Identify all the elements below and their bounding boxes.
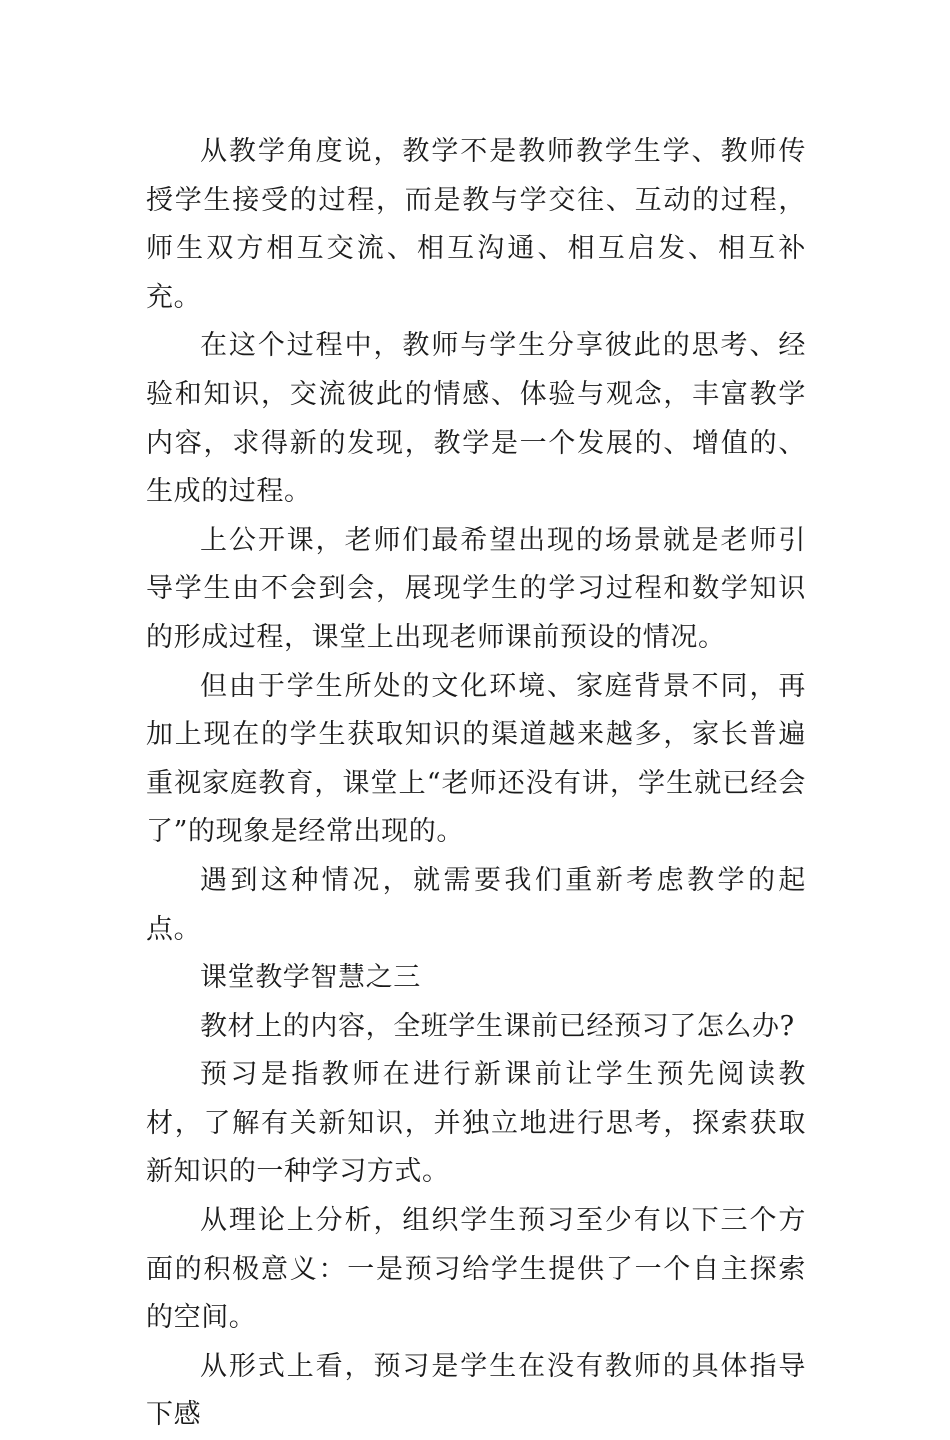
paragraph-question: 教材上的内容，全班学生课前已经预习了怎么办? <box>200 1010 795 1042</box>
paragraph-4: 但由于学生所处的文化环境、家庭背景不同，再加上现在的学生获取知识的渠道越来越多，家长普遍重视家庭教育，课堂上“老师还没有讲，学生就已经会了”的现象是经常出现的。 <box>146 670 806 848</box>
paragraph-2: 在这个过程中，教师与学生分享彼此的思考、经验和知识，交流彼此的情感、体验与观念，丰富教学内容，求得新的发现，教学是一个发展的、增值的、生成的过程。 <box>146 330 806 508</box>
paragraph-5: 遇到这种情况，就需要我们重新考虑教学的起点。 <box>146 864 806 945</box>
document-body <box>146 128 806 1440</box>
paragraph-1: 从教学角度说，教学不是教师教学生学、教师传授学生接受的过程，而是教与学交往、互动的过程，师生双方相互交流、相互沟通、相互启发、相互补充。 <box>146 136 806 313</box>
paragraph-7: 从理论上分析，组织学生预习至少有以下三个方面的积极意义：一是预习给学生提供了一个自主探索的空间。 <box>146 1205 806 1334</box>
section-heading: 课堂教学智慧之三 <box>200 962 421 994</box>
paragraph-8: 从形式上看，预习是学生在没有教师的具体指导下感 <box>146 1350 806 1431</box>
paragraph-6: 预习是指教师在进行新课前让学生预先阅读教材，了解有关新知识，并独立地进行思考，探索获取新知识的一种学习方式。 <box>146 1059 806 1188</box>
paragraph-3: 上公开课，老师们最希望出现的场景就是老师引导学生由不会到会，展现学生的学习过程和数学知识的形成过程，课堂上出现老师课前预设的情况。 <box>146 524 806 653</box>
